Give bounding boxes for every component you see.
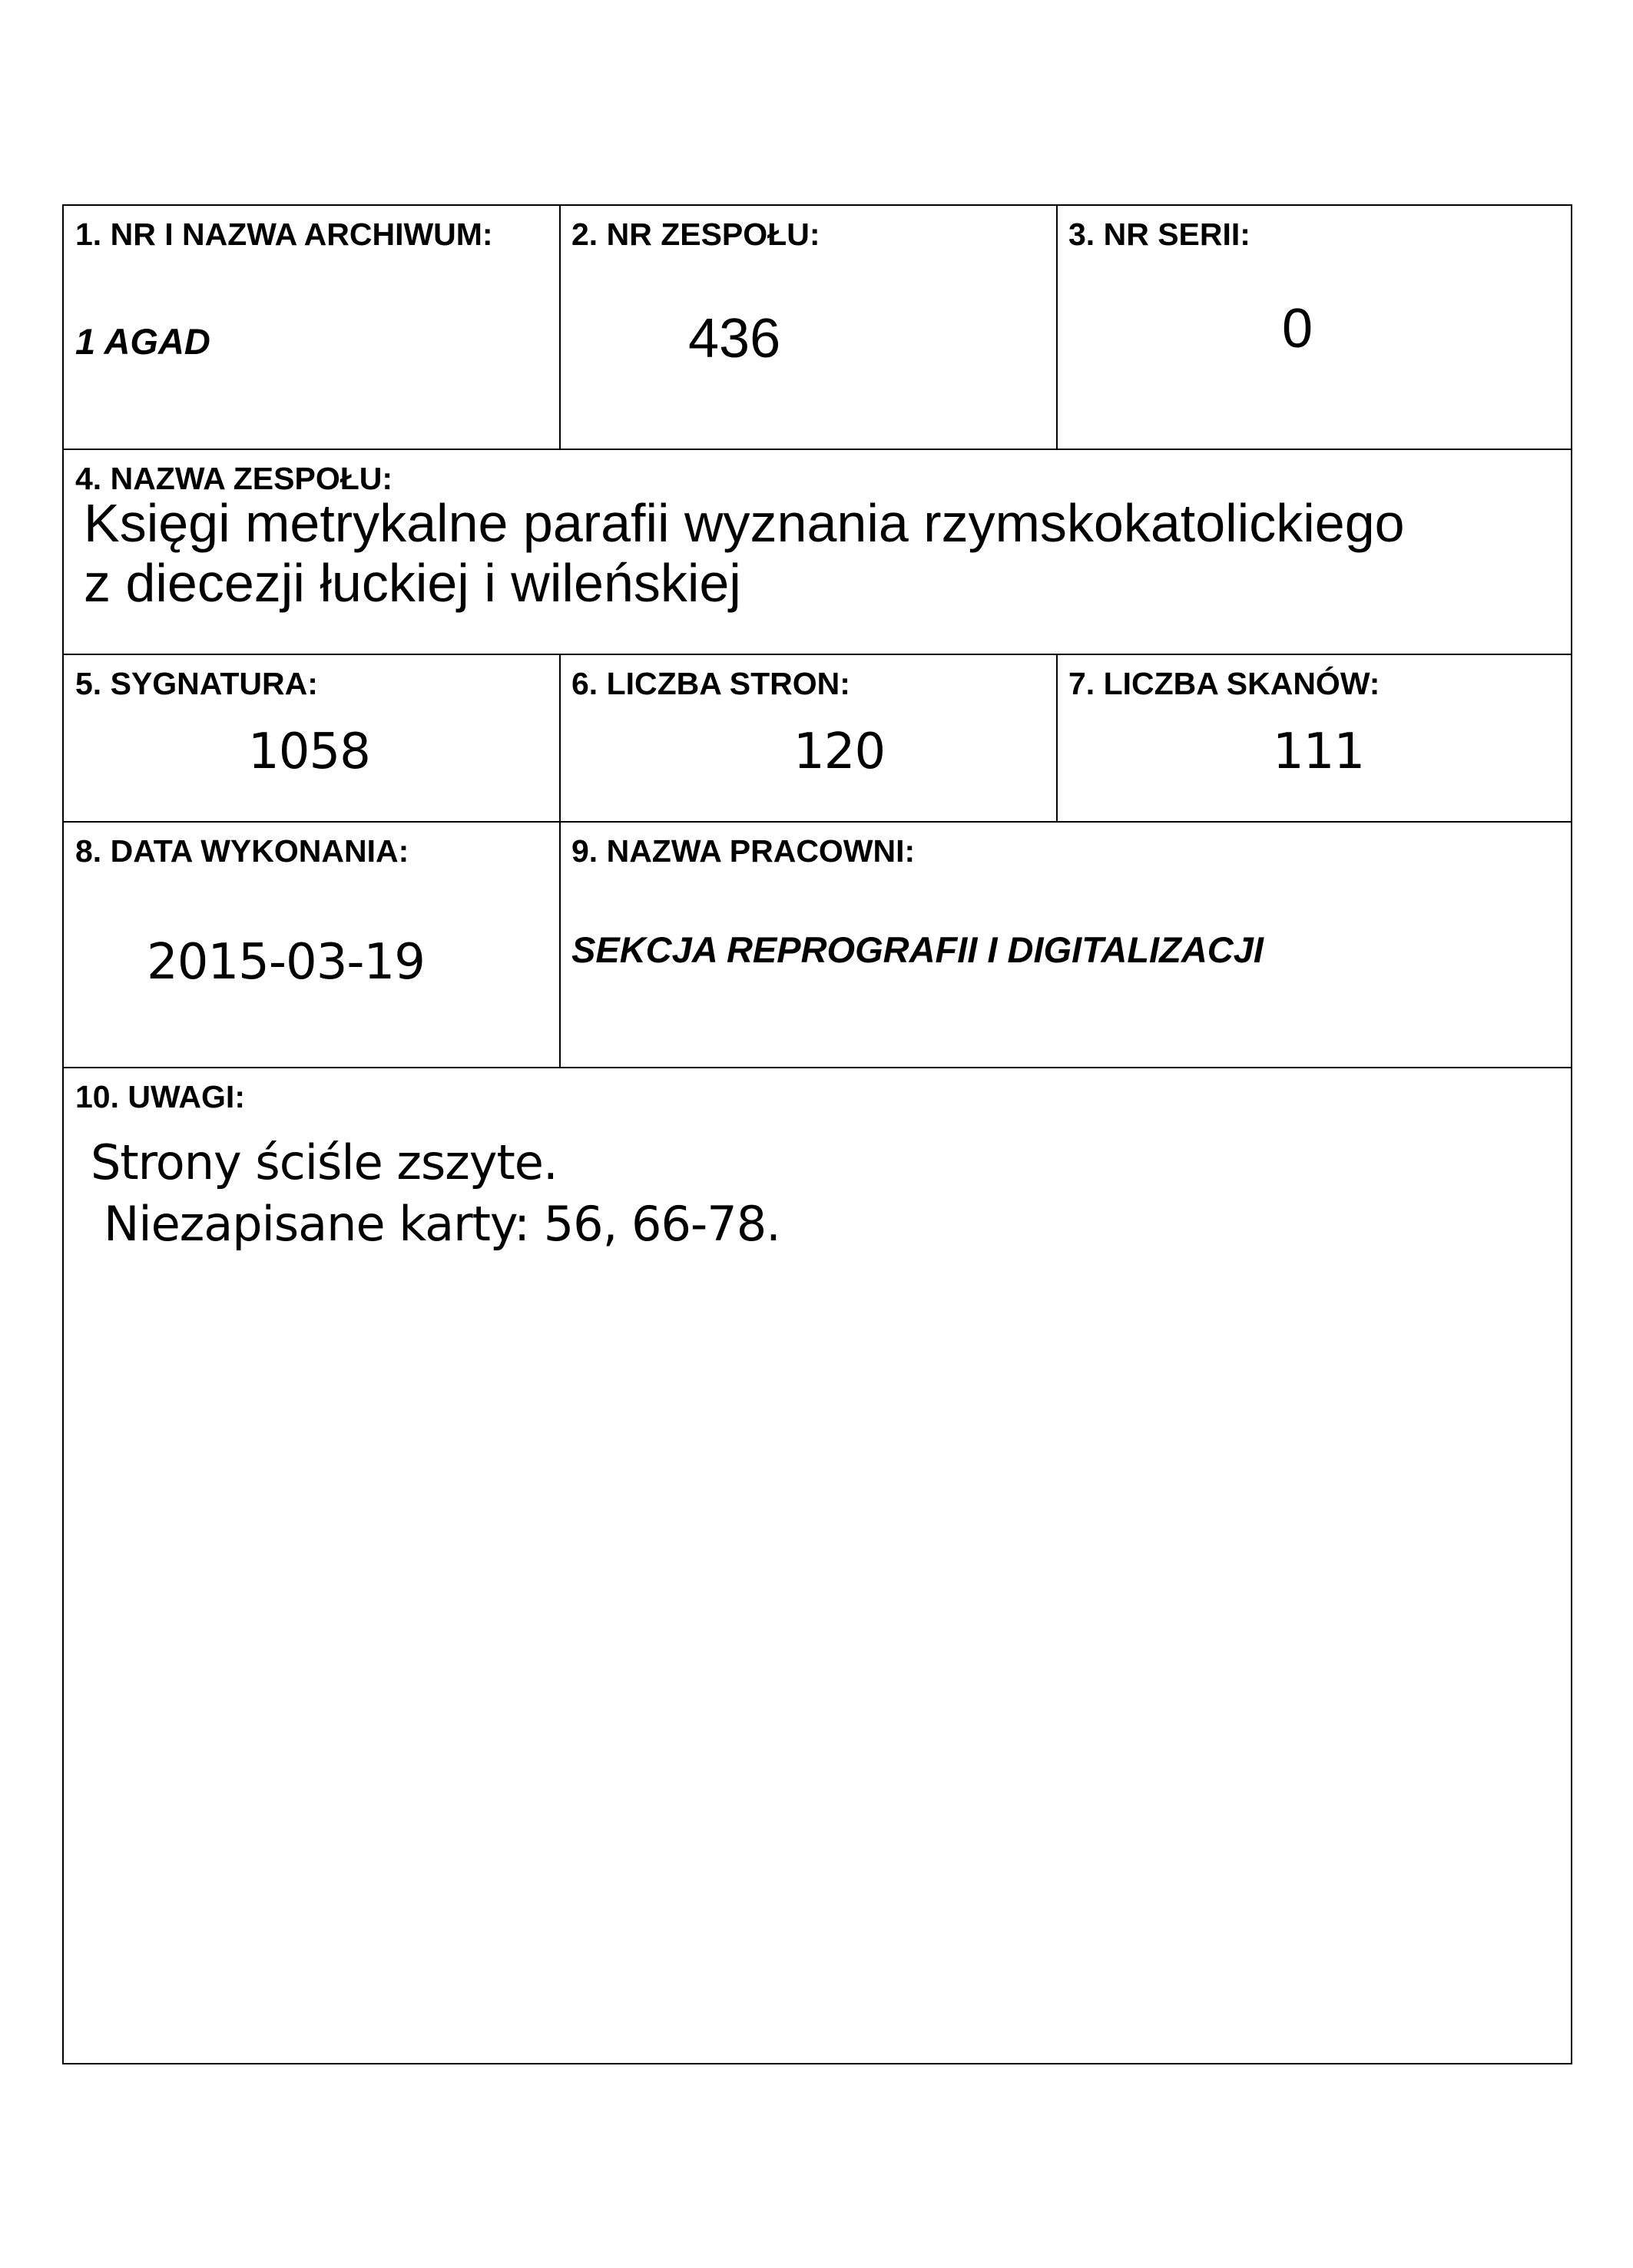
series-number-label: 3. NR SERII: [1068,217,1250,252]
series-number-value: 0 [1282,298,1313,359]
remarks-line-1: Strony ściśle zszyte. [91,1134,558,1190]
remarks-line-2: Niezapisane karty: 56, 66-78. [104,1196,780,1252]
series-number-cell [1058,206,1572,449]
signature-value: 1058 [248,723,370,780]
date-label: 8. DATA WYKONANIA: [75,833,409,869]
archive-cell [64,206,559,449]
signature-label: 5. SYGNATURA: [75,666,318,701]
scan-count-cell [1058,655,1572,821]
fonds-number-cell [561,206,1056,449]
remarks-cell [64,1068,1572,2064]
workshop-cell [561,823,1572,1067]
fonds-name-cell [64,450,1572,654]
fonds-name-label: 4. NAZWA ZESPOŁU: [75,461,393,496]
scan-count-value: 111 [1273,723,1365,780]
workshop-value: SEKCJA REPROGRAFII I DIGITALIZACJI [571,929,1264,970]
page-count-cell [561,655,1056,821]
page-count-label: 6. LICZBA STRON: [571,666,850,701]
metadata-form [62,204,1572,2064]
signature-cell [64,655,559,821]
fonds-number-value: 436 [688,308,781,369]
scan-count-label: 7. LICZBA SKANÓW: [1068,666,1380,701]
page-count-value: 120 [793,723,886,780]
archive-label: 1. NR I NAZWA ARCHIWUM: [75,217,493,252]
archive-value: 1 AGAD [75,321,210,362]
fonds-number-label: 2. NR ZESPOŁU: [571,217,820,252]
workshop-label: 9. NAZWA PRACOWNI: [571,833,916,869]
date-value: 2015-03-19 [147,934,425,991]
fonds-name-line-2: z diecezji łuckiej i wileńskiej [84,553,741,613]
fonds-name-line-1: Księgi metrykalne parafii wyznania rzymskokatolickiego [84,493,1405,553]
remarks-label: 10. UWAGI: [75,1079,245,1114]
date-cell [64,823,559,1067]
